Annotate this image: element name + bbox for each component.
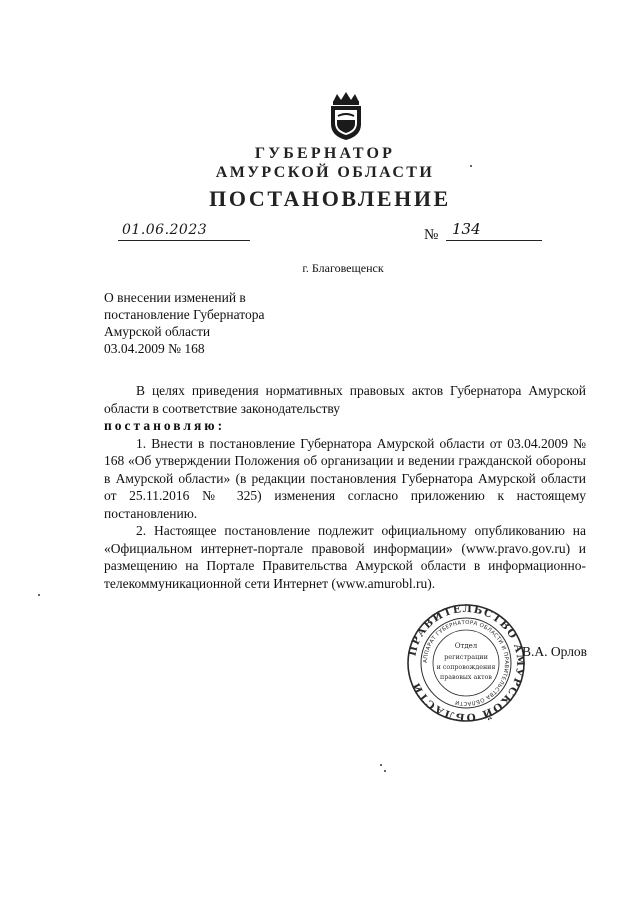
scan-speck (380, 764, 382, 766)
stamp-center-line: регистрации (444, 653, 488, 661)
stamp-center-line: Отдел (454, 642, 478, 650)
document-subject (104, 289, 264, 357)
resolve-word: постановляю: (104, 418, 226, 433)
item-1-paragraph: 1. Внести в постановление Губернатора Амурской области от 03.04.2009 № 168 «Об утверждении Положения об организации и ведении гражданской обороны в Амурской области» (в редакции постановления Губернатора Амурской области от 25.11.2016 № 325) изменения согласно приложению к настоящему постановлению. (104, 435, 586, 521)
signer-name: В.А. Орлов (522, 644, 588, 659)
intro-paragraph: В целях приведения нормативных правовых актов Губернатора Амурской области в соответствие законодательству (104, 383, 586, 416)
document-body (104, 382, 586, 592)
subject-line: 03.04.2009 № 168 (104, 341, 205, 356)
subject-line: постановление Губернатора (104, 307, 265, 322)
stamp-center-line: правовых актов (440, 674, 492, 681)
document-type-title: ПОСТАНОВЛЕНИЕ (209, 186, 451, 211)
registration-stamp (406, 603, 526, 723)
svg-text:АППАРАТ ГУБЕРНАТОРА ОБЛАСТИ И (423, 620, 509, 706)
scan-speck (470, 165, 472, 167)
issuer-title: ГУБЕРНАТОР (254, 145, 396, 162)
city: г. Благовещенск (302, 261, 384, 275)
document-number: 134 (452, 220, 481, 238)
scan-speck (38, 594, 40, 596)
number-label: № (424, 227, 439, 243)
subject-line: О внесении изменений в (104, 290, 246, 305)
document-date: 01.06.2023 (122, 222, 208, 238)
stamp-outer-text: ПРАВИТЕЛЬСТВО АМУРСКОЙ ОБЛАСТИ (406, 603, 526, 723)
item-2-paragraph: 2. Настоящее постановление подлежит официальному опубликованию на «Официальном интернет-портале правовой информации» (www.pravo.gov.ru) и размещению на Портале Правительства Амурской области в информационно-телекоммуникационной сети Интернет (www.amurobl.ru). (104, 523, 586, 591)
scan-speck (384, 770, 386, 772)
stamp-inner-text: АППАРАТ ГУБЕРНАТОРА ОБЛАСТИ И ПРАВИТЕЛЬСТВА ОБЛАСТИ (422, 619, 510, 707)
stamp-center-line: и сопровождения (436, 664, 496, 671)
coat-of-arms-icon (325, 90, 367, 142)
issuer-region: АМУРСКОЙ ОБЛАСТИ (215, 164, 435, 181)
subject-line: Амурской области (104, 324, 211, 339)
